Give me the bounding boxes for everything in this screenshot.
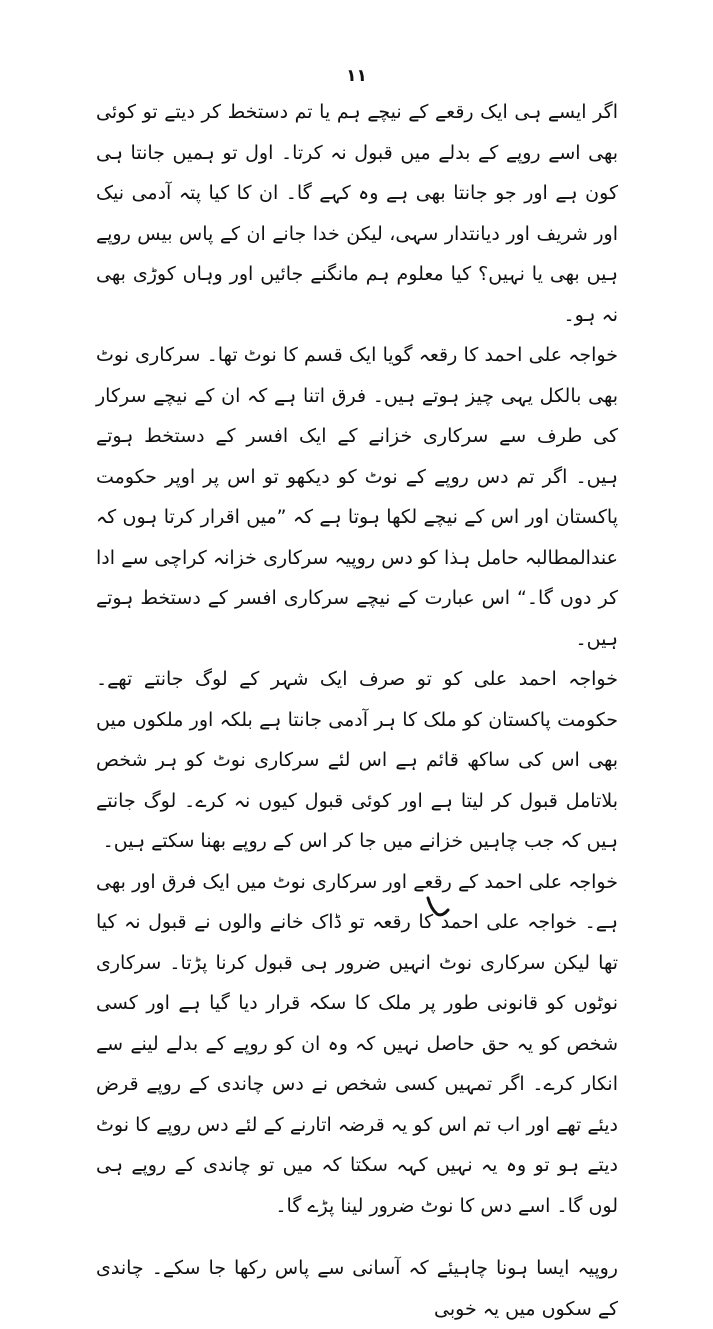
page-number: ۱۱ (346, 66, 367, 86)
paragraph-3: خواجہ احمد علی کو تو صرف ایک شہر کے لوگ جانتے تھے۔ حکومت پاکستان کو ملک کا ہر آدمی جانتا ہے بلکہ اور ملکوں میں بھی اس کی ساکھ قائم ہے اس لئے سرکاری نوٹ کو ہر شخص بلاتامل قبول کر لیتا ہے اور کوئی قبول کیوں نہ کرے۔ لوگ جانتے ہیں کہ جب چاہیں خزانے میں جا کر اس کے روپے بھنا سکتے ہیں۔ (96, 668, 618, 852)
body-text (96, 92, 618, 1329)
paragraph-2: خواجہ علی احمد کا رقعہ گویا ایک قسم کا نوٹ تھا۔ سرکاری نوٹ بھی بالکل یہی چیز ہوتے ہیں۔ فرق اتنا ہے کہ ان کے نیچے سرکار کی طرف سے سرکاری خزانے کے ایک افسر کے دستخط ہوتے ہیں۔ اگر تم دس روپے کے نوٹ کو دیکھو تو اس پر اوپر حکومت پاکستان اور اس کے نیچے لکھا ہوتا ہے کہ ”میں اقرار کرتا ہوں کہ عندالمطالبہ حامل ہذا کو دس روپیہ سرکاری خزانہ کراچی سے ادا کر دوں گا۔“ اس عبارت کے نیچے سرکاری افسر کے دستخط ہوتے ہیں۔ (96, 344, 618, 650)
paragraph-4: خواجہ علی احمد کے رقعے اور سرکاری نوٹ میں ایک فرق اور بھی ہے۔ خواجہ علی احمد کا رقعہ تو ڈاک خانے والوں نے قبول نہ کیا تھا لیکن سرکاری نوٹ انہیں ضرور ہی قبول کرنا پڑتا۔ سرکاری نوٹوں کو قانونی طور پر ملک کا سکہ قرار دیا گیا ہے اور کسی شخص کو یہ حق حاصل نہیں کہ وہ ان کو روپے کے بدلے لینے سے انکار کرے۔ اگر تمہیں کسی شخص نے دس چاندی کے روپے قرض دیئے تھے اور اب تم اس کو یہ قرضہ اتارنے کے لئے دس روپے کا نوٹ دیتے ہو تو وہ یہ نہیں کہہ سکتا کہ میں تو چاندی کے روپے ہی لوں گا۔ اسے دس کا نوٹ ضرور لینا پڑے گا۔ (96, 870, 618, 1217)
paragraph-1: اگر ایسے ہی ایک رقعے کے نیچے ہم یا تم دستخط کر دیتے تو کوئی بھی اسے روپے کے بدلے میں قبول نہ کرتا۔ اول تو ہمیں جانتا ہی کون ہے اور جو جانتا بھی ہے وہ کہے گا۔ ان کا کیا پتہ آدمی نیک اور شریف اور دیانتدار سہی، لیکن خدا جانے ان کے پاس بیس روپے ہیں بھی یا نہیں؟ کیا معلوم ہم مانگنے جائیں اور وہاں کوڑی بھی نہ ہو۔ (96, 101, 618, 326)
paragraph-5: روپیہ ایسا ہونا چاہیئے کہ آسانی سے پاس رکھا جا سکے۔ چاندی کے سکوں میں یہ خوبی (96, 1257, 618, 1320)
ink-swash-mark (425, 895, 451, 919)
